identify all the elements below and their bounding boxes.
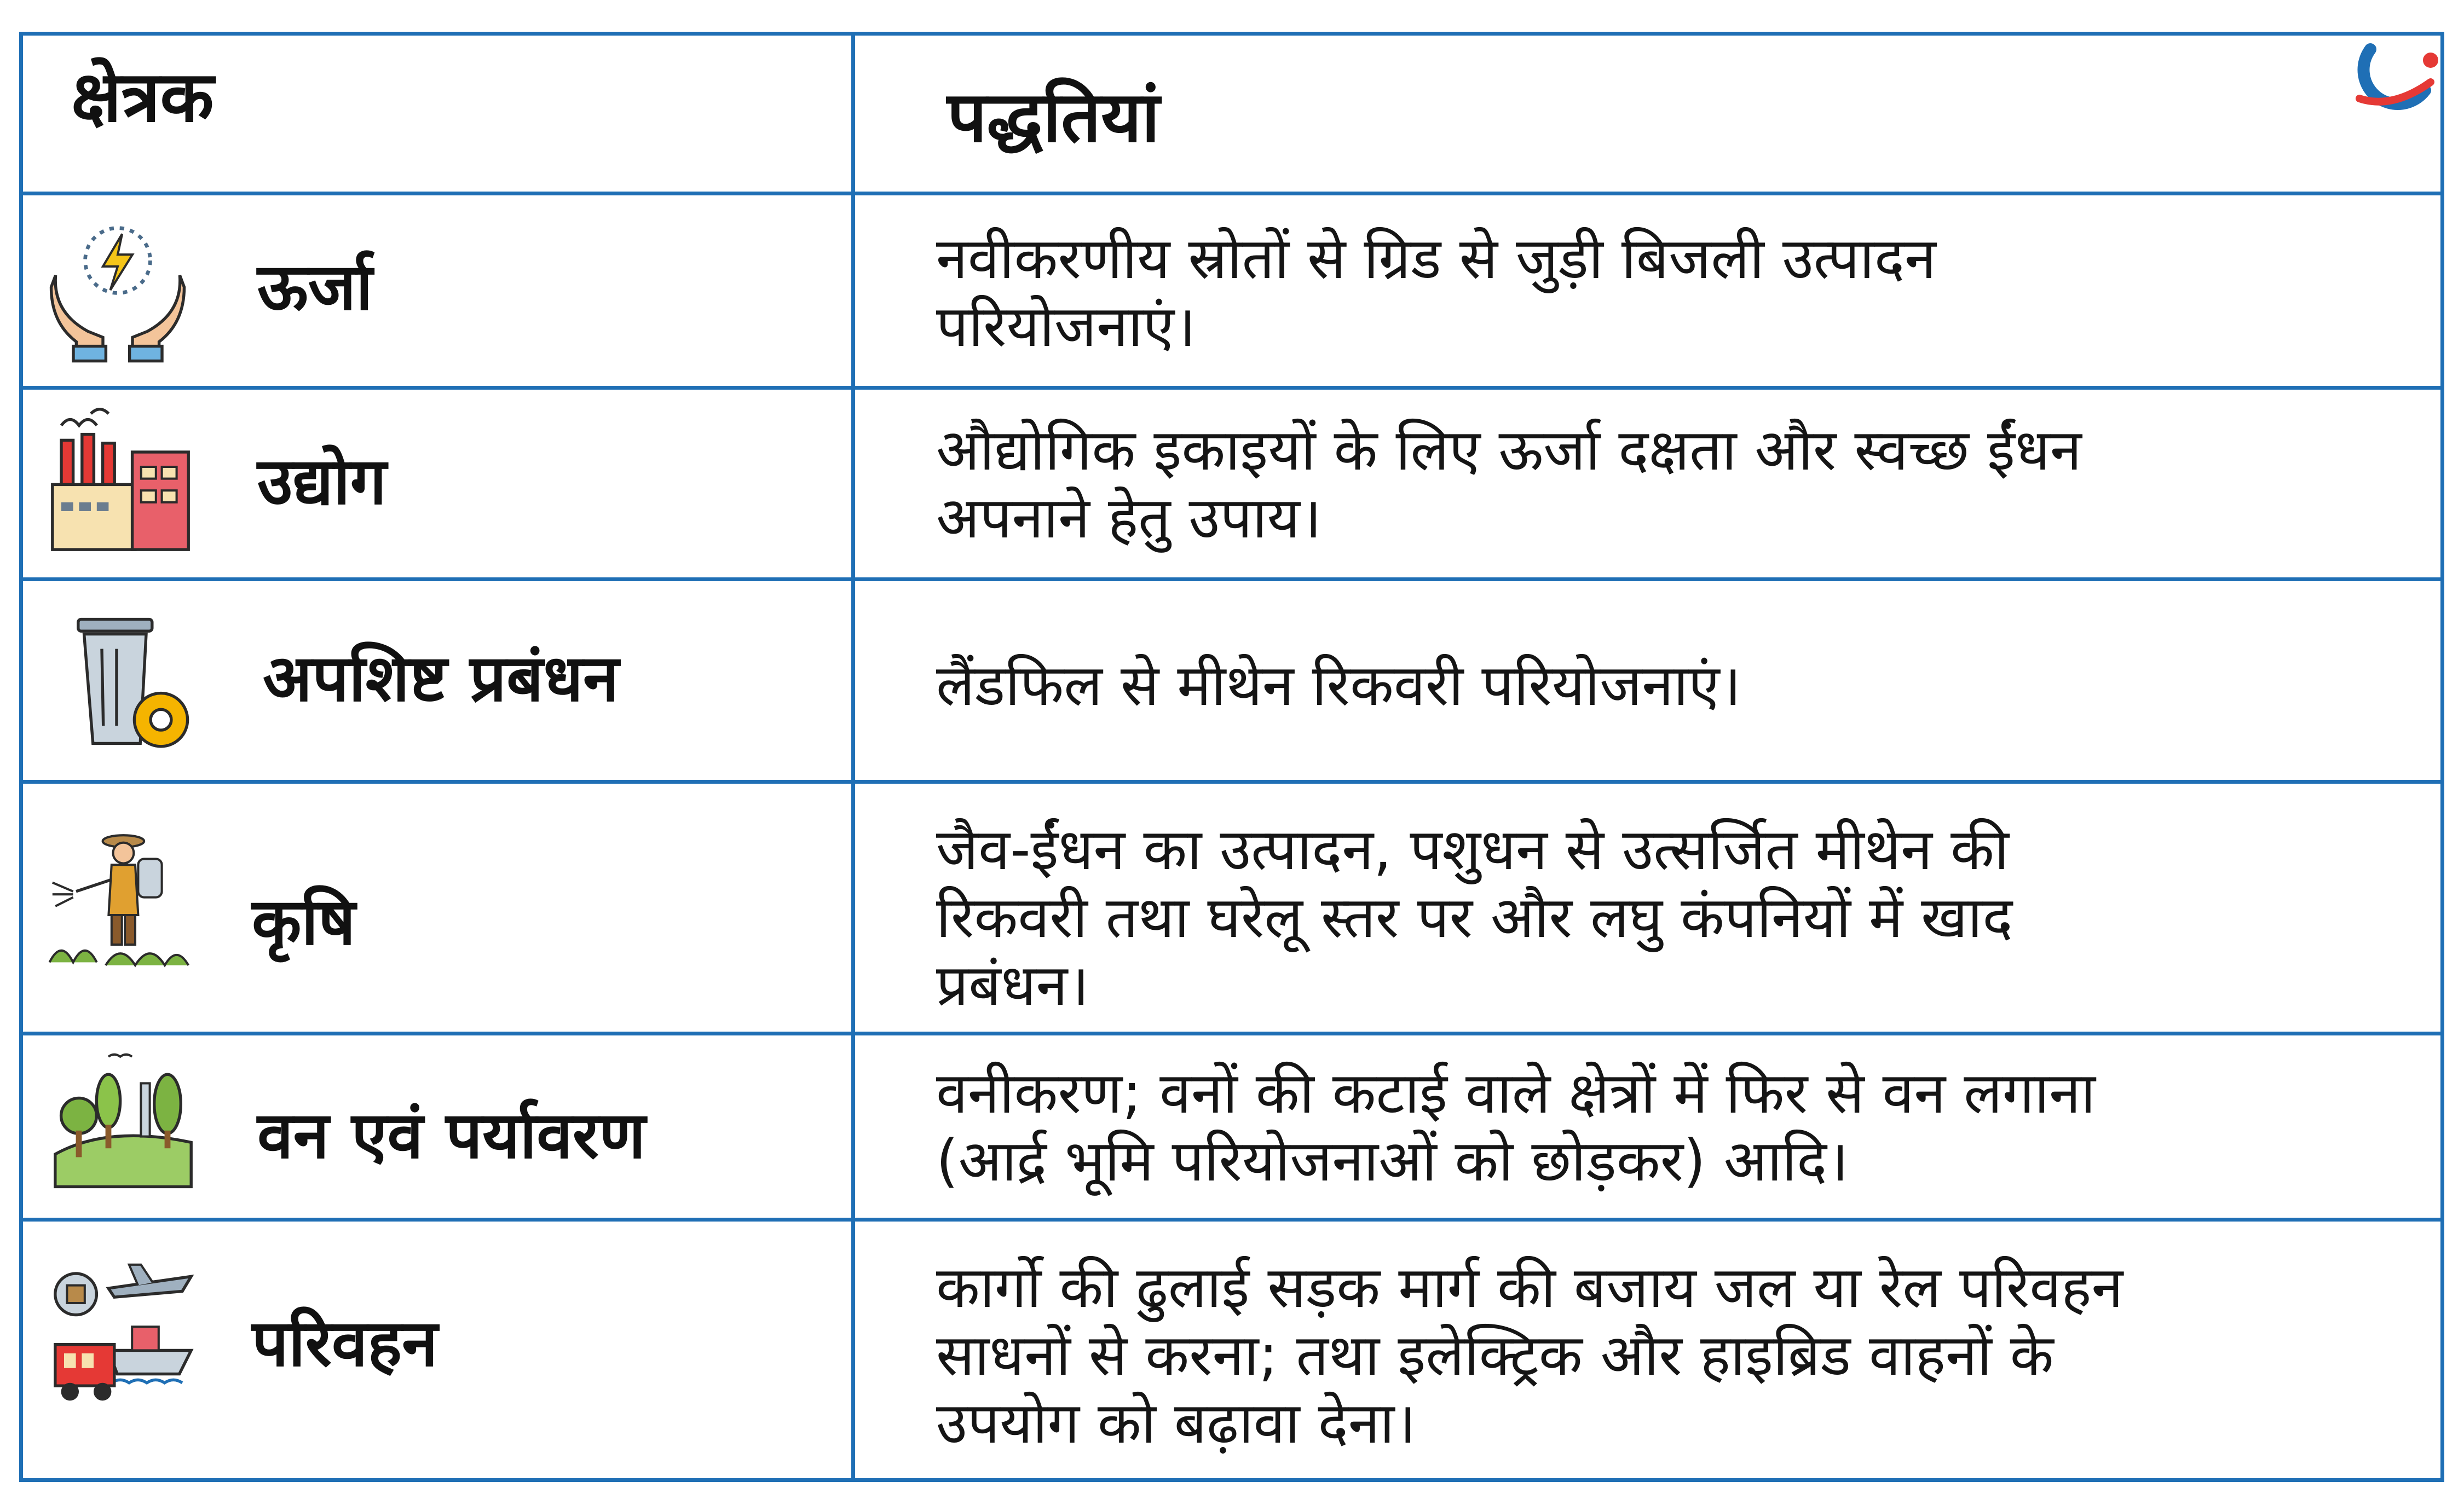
methods-column-header: पद्धतियां (947, 77, 1160, 158)
factory-icon (47, 408, 194, 555)
method-line: परियोजनाएं। (936, 293, 1196, 360)
method-line: प्रबंधन। (936, 952, 1089, 1018)
row-divider (19, 192, 2444, 195)
method-text-energy (936, 224, 2414, 360)
method-line: नवीकरणीय स्रोतों से ग्रिड से जुड़ी बिजली उत्पादन (936, 225, 1936, 292)
method-text-industry (936, 416, 2414, 552)
method-line: अपनाने हेतु उपाय। (936, 484, 1322, 551)
sector-label-industry: उद्योग (257, 443, 387, 519)
row-divider (19, 386, 2444, 390)
method-text-forest-environment (936, 1059, 2414, 1195)
method-line: रिकवरी तथा घरेलू स्तर पर और लघु कंपनियों में खाद (936, 884, 2013, 951)
sector-label-agriculture: कृषि (252, 884, 356, 959)
column-divider (851, 32, 855, 1482)
method-line: साधनों से करना; तथा इलेक्ट्रिक और हाइब्रिड वाहनों के (936, 1322, 2054, 1388)
globe-logo-icon (2338, 38, 2447, 115)
method-line: लैंडफिल से मीथेन रिकवरी परियोजनाएं। (936, 652, 1741, 719)
sector-label-transport: परिवहन (252, 1305, 438, 1381)
method-line: (आर्द्र भूमि परियोजनाओं को छोड़कर) आदि। (936, 1127, 1849, 1194)
sector-label-waste-management: अपशिष्ट प्रबंधन (263, 640, 619, 716)
row-divider (19, 1218, 2444, 1222)
method-line: जैव-ईंधन का उत्पादन, पशुधन से उत्सर्जित मीथेन की (936, 816, 2009, 883)
farmer-spraying-icon (47, 826, 194, 974)
sector-label-forest-environment: वन एवं पर्यावरण (257, 1097, 646, 1173)
transport-vehicles-icon (49, 1259, 197, 1407)
method-line: कार्गो की ढुलाई सड़क मार्ग की बजाय जल या रेल परिवहन (936, 1254, 2123, 1321)
method-text-waste-management (936, 651, 2414, 719)
forest-trees-icon (49, 1051, 197, 1199)
waste-bin-gear-icon (57, 607, 205, 755)
sector-column-header: क्षेत्रक (71, 56, 214, 138)
row-divider (19, 1032, 2444, 1035)
method-line: वनीकरण; वनों की कटाई वाले क्षेत्रों में फिर से वन लगाना (936, 1060, 2096, 1126)
row-divider (19, 780, 2444, 784)
method-line: उपयोग को बढ़ावा देना। (936, 1390, 1416, 1456)
method-text-transport (936, 1253, 2414, 1457)
method-line: औद्योगिक इकाइयों के लिए ऊर्जा दक्षता और स्वच्छ ईंधन (936, 416, 2082, 483)
sector-label-energy: ऊर्जा (257, 249, 373, 325)
brand-logo (2338, 38, 2447, 115)
row-divider (19, 577, 2444, 581)
method-text-agriculture (936, 815, 2414, 1019)
renewable-energy-hands-icon (44, 216, 192, 364)
